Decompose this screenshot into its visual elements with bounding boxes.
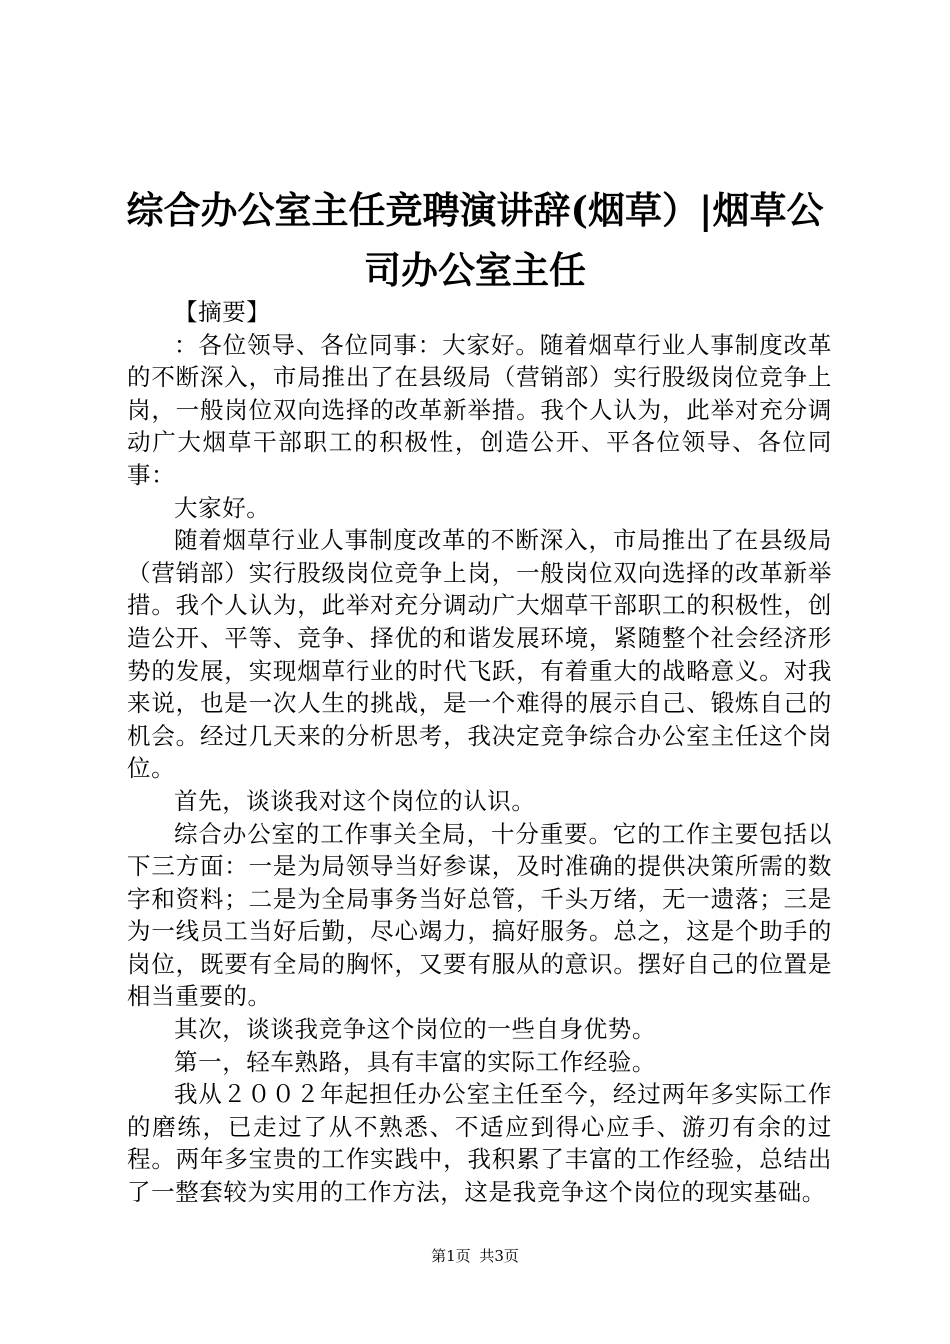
paragraph-abstract-label: 【摘要】	[174, 298, 271, 326]
paragraph-point-one: 第一，轻车熟路，具有丰富的实际工作经验。	[174, 1047, 656, 1076]
paragraph-role-description: 综合办公室的工作事关全局，十分重要。它的工作主要包括以下三方面：一是为局领导当好参谋，及时准确的提供决策所需的数字和资料；二是为全局事务当好总管，千头万绪，无一遗落；三是为一线员工当好后勤，尽心竭力，搞好服务。总之，这是个助手的岗位，既要有全局的胸怀，又要有服从的意识。摆好自己的位置是相当重要的。	[127, 819, 832, 1011]
page-footer	[0, 1245, 950, 1266]
document-body	[127, 296, 832, 1209]
paragraph-abstract: ：各位领导、各位同事：大家好。随着烟草行业人事制度改革的不断深入，市局推出了在县级局（营销部）实行股级岗位竞争上岗，一般岗位双向选择的改革新举措。我个人认为，此举对充分调动广大烟草干部职工的积极性，创造公开、平各位领导、各位同事：	[127, 330, 832, 489]
paragraph-intro: 随着烟草行业人事制度改革的不断深入，市局推出了在县级局（营销部）实行股级岗位竞争上岗，一般岗位双向选择的改革新举措。我个人认为，此举对充分调动广大烟草干部职工的积极性，创造公开、平等、竞争、择优的和谐发展环境，紧随整个社会经济形势的发展，实现烟草行业的时代飞跃，有着重大的战略意义。对我来说，也是一次人生的挑战，是一个难得的展示自己、锻炼自己的机会。经过几天来的分析思考，我决定竞争综合办公室主任这个岗位。	[127, 526, 832, 783]
paragraph-experience: 我从２００２年起担任办公室主任至今，经过两年多实际工作的磨练，已走过了从不熟悉、不适应到得心应手、游刃有余的过程。两年多宝贵的工作实践中，我积累了丰富的工作经验，总结出了一整套较为实用的工作方法，这是我竞争这个岗位的现实基础。	[127, 1080, 832, 1207]
paragraph-second-heading: 其次，谈谈我竞争这个岗位的一些自身优势。	[174, 1015, 656, 1044]
paragraph-first-heading: 首先，谈谈我对这个岗位的认识。	[174, 786, 536, 815]
document-title: 综合办公室主任竞聘演讲辞(烟草）|烟草公司办公室主任	[126, 188, 824, 292]
paragraph-greeting: 大家好。	[174, 493, 271, 522]
page-number: 第1页	[431, 1247, 471, 1265]
page-total: 共3页	[479, 1247, 519, 1265]
